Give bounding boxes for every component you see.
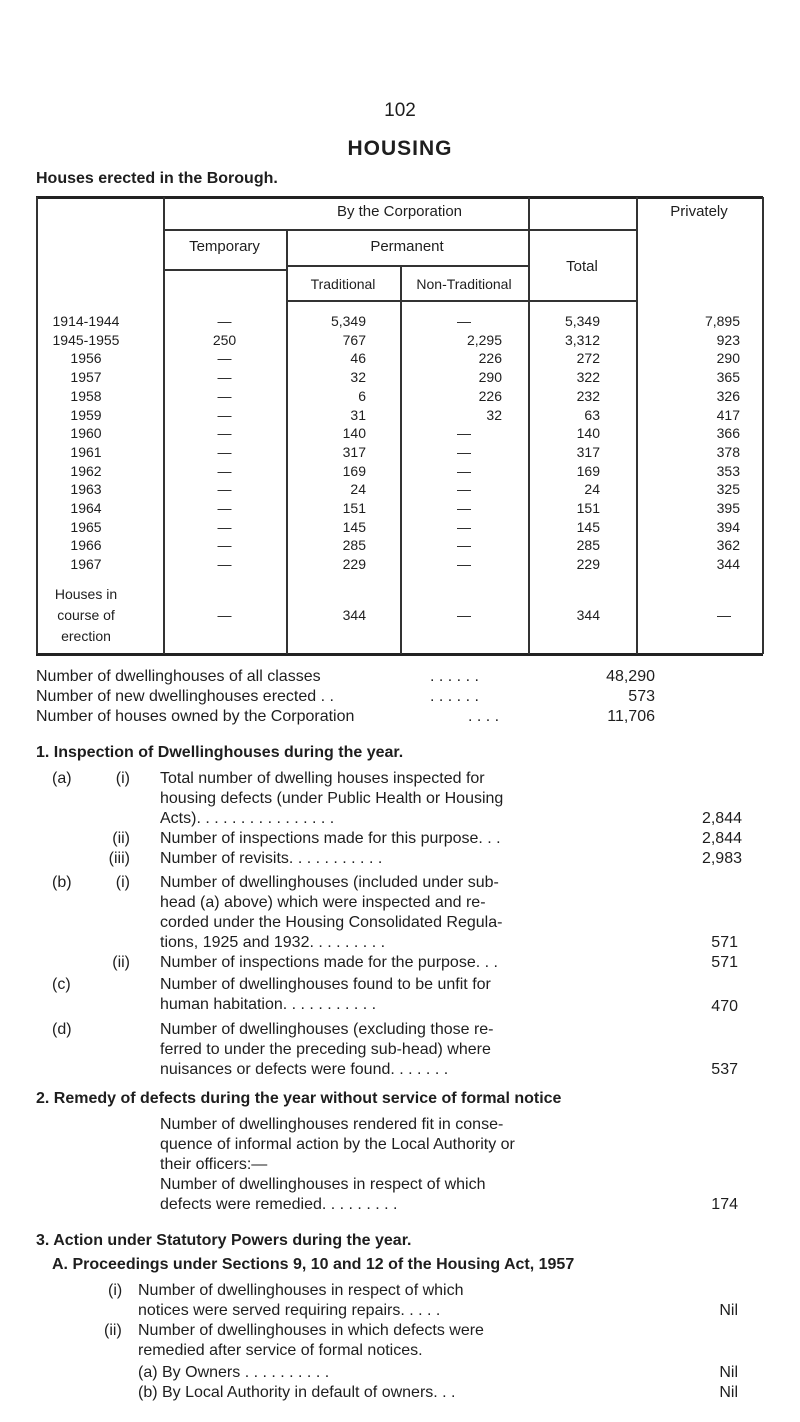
item-text: notices were served requiring repairs. . . . . <box>138 1302 441 1319</box>
item-text: Acts). . . . . . . . . . . . . . . . <box>160 810 335 827</box>
header-by-corporation: By the Corporation <box>336 203 463 220</box>
cell-privately: 344 <box>716 556 740 572</box>
cell-traditional: 317 <box>342 444 366 460</box>
cell-traditional: 229 <box>342 556 366 572</box>
cell-temporary: — <box>217 463 232 479</box>
cell-traditional: 46 <box>350 350 366 366</box>
cell-year: 1964 <box>70 500 102 516</box>
summary-label: Number of dwellinghouses of all classes <box>36 668 321 685</box>
cell-non-traditional: — <box>457 481 471 497</box>
cell-total: 24 <box>584 481 600 497</box>
summary-leader: . . . . <box>468 708 500 725</box>
item-label: (i) <box>115 874 130 891</box>
cell-non-traditional: — <box>457 463 471 479</box>
cell-privately: 366 <box>716 425 740 441</box>
cell-non-traditional: 32 <box>486 407 502 423</box>
cell-total: 285 <box>576 537 600 553</box>
cell-privately: 326 <box>716 388 740 404</box>
item-value: Nil <box>719 1302 738 1319</box>
cell-temporary: 250 <box>212 332 237 348</box>
section-heading: 2. Remedy of defects during the year without service of formal notice <box>36 1090 562 1107</box>
cell-year: 1960 <box>70 425 102 441</box>
cell-total: 5,349 <box>564 313 600 329</box>
item-label: (ii) <box>112 830 130 847</box>
item-text: corded under the Housing Consolidated Regula- <box>160 914 503 931</box>
cell-privately: 325 <box>716 481 740 497</box>
summary-value: 11,706 <box>607 708 655 725</box>
summary-value: 573 <box>628 688 655 705</box>
cell-traditional: 32 <box>350 369 366 385</box>
cell-traditional: 140 <box>342 425 366 441</box>
cell-total: 272 <box>576 350 600 366</box>
cell-year: 1956 <box>70 350 102 366</box>
cell-total: 317 <box>576 444 600 460</box>
row-label-line: Houses in <box>54 586 118 602</box>
cell-traditional: 5,349 <box>330 313 366 329</box>
page-title: HOUSING <box>347 137 453 160</box>
cell-privately: 362 <box>716 537 740 553</box>
cell-year: 1957 <box>70 369 102 385</box>
summary-label: Number of houses owned by the Corporation <box>36 708 355 725</box>
cell-year: 1963 <box>70 481 102 497</box>
cell-year: 1966 <box>70 537 102 553</box>
item-text: Number of inspections made for this purpose. . . <box>160 830 501 847</box>
cell-total: 63 <box>584 407 600 423</box>
cell-total: 145 <box>576 519 600 535</box>
item-text: Number of dwellinghouses (included under sub- <box>160 874 499 891</box>
item-text: quence of informal action by the Local Authority or <box>160 1136 515 1153</box>
cell-non-traditional: 226 <box>478 388 502 404</box>
item-value: 537 <box>711 1061 738 1078</box>
section-heading: 3. Action under Statutory Powers during the year. <box>36 1232 412 1249</box>
cell-privately: 365 <box>716 369 740 385</box>
summary-value: 48,290 <box>606 668 655 685</box>
section-heading: 1. Inspection of Dwellinghouses during the year. <box>36 744 404 761</box>
item-label: (ii) <box>104 1322 122 1339</box>
item-label: (d) <box>52 1021 72 1038</box>
cell-total: 3,312 <box>564 332 600 348</box>
cell-traditional: 767 <box>342 332 366 348</box>
cell-year: 1958 <box>70 388 102 404</box>
cell-temporary: — <box>217 388 232 404</box>
cell-non-traditional: 290 <box>478 369 502 385</box>
cell-temporary: — <box>217 369 232 385</box>
item-value: Nil <box>719 1364 738 1381</box>
item-value: 571 <box>711 954 738 971</box>
cell-temporary: — <box>217 607 232 623</box>
cell-total: 140 <box>576 425 600 441</box>
item-value: 174 <box>711 1196 738 1213</box>
cell-temporary: — <box>217 537 232 553</box>
cell-privately: 353 <box>716 463 740 479</box>
item-text: tions, 1925 and 1932. . . . . . . . . <box>160 934 386 951</box>
item-label: (a) <box>52 770 72 787</box>
cell-privately: 923 <box>716 332 740 348</box>
cell-traditional: 6 <box>358 388 366 404</box>
cell-temporary: — <box>217 556 232 572</box>
cell-year: 1965 <box>70 519 102 535</box>
header-permanent: Permanent <box>370 238 444 255</box>
item-value: Nil <box>719 1384 738 1401</box>
cell-temporary: — <box>217 500 232 516</box>
summary-leader: . . . . . . <box>430 688 479 705</box>
cell-temporary: — <box>217 519 232 535</box>
item-text: Number of dwellinghouses (excluding those re- <box>160 1021 494 1038</box>
row-label-line: erection <box>61 628 111 644</box>
cell-privately: 7,895 <box>704 313 740 329</box>
cell-temporary: — <box>217 407 232 423</box>
cell-total: 229 <box>576 556 600 572</box>
item-text: Number of dwellinghouses found to be unfit for <box>160 976 491 993</box>
cell-traditional: 344 <box>342 607 366 623</box>
item-text: Number of dwellinghouses in which defects were <box>138 1322 484 1339</box>
item-text: Number of dwellinghouses in respect of which <box>160 1176 486 1193</box>
item-text: ferred to under the preceding sub-head) where <box>160 1041 491 1058</box>
cell-non-traditional: — <box>457 425 471 441</box>
header-privately: Privately <box>670 203 728 220</box>
item-value: 2,983 <box>701 850 742 867</box>
cell-privately: 417 <box>716 407 740 423</box>
item-text: Number of revisits. . . . . . . . . . . <box>160 850 383 867</box>
table-rule <box>762 197 764 654</box>
item-text: (a) By Owners . . . . . . . . . . <box>138 1364 330 1381</box>
cell-traditional: 151 <box>342 500 366 516</box>
header-total: Total <box>566 258 598 275</box>
cell-non-traditional: 226 <box>478 350 502 366</box>
cell-privately: 395 <box>716 500 740 516</box>
header-temporary: Temporary <box>189 238 260 255</box>
item-text: their officers:— <box>160 1156 268 1173</box>
item-label: (i) <box>108 1282 123 1299</box>
cell-non-traditional: — <box>457 556 471 572</box>
page-number: 102 <box>384 100 416 121</box>
item-text: head (a) above) which were inspected and re- <box>160 894 486 911</box>
item-text: Number of dwellinghouses rendered fit in conse- <box>160 1116 504 1133</box>
item-text: housing defects (under Public Health or Housing <box>160 790 504 807</box>
cell-temporary: — <box>217 481 232 497</box>
cell-total: 344 <box>576 607 600 623</box>
cell-non-traditional: — <box>457 607 471 623</box>
cell-year: 1961 <box>70 444 102 460</box>
item-text: human habitation. . . . . . . . . . . <box>160 996 377 1013</box>
cell-privately: 290 <box>716 350 740 366</box>
cell-traditional: 24 <box>350 481 366 497</box>
item-label: (i) <box>115 770 130 787</box>
item-label: (iii) <box>108 850 130 867</box>
cell-non-traditional: — <box>457 500 471 516</box>
cell-temporary: — <box>217 425 232 441</box>
header-traditional: Traditional <box>310 276 376 292</box>
cell-year: 1945-1955 <box>52 332 120 348</box>
item-value: 2,844 <box>701 830 742 847</box>
summary-label: Number of new dwellinghouses erected . . <box>36 688 334 705</box>
cell-year: 1914-1944 <box>52 313 120 329</box>
table-top-border <box>36 196 763 199</box>
cell-non-traditional: — <box>457 537 471 553</box>
cell-privately: 378 <box>716 444 740 460</box>
item-text: nuisances or defects were found. . . . . . . <box>160 1061 449 1078</box>
item-text: Total number of dwelling houses inspected for <box>160 770 485 787</box>
cell-privately: — <box>717 607 731 623</box>
cell-year: 1959 <box>70 407 102 423</box>
cell-non-traditional: — <box>457 444 471 460</box>
item-label: (ii) <box>112 954 130 971</box>
item-text: Number of dwellinghouses in respect of which <box>138 1282 464 1299</box>
subsection-heading: A. Proceedings under Sections 9, 10 and 12 of the Housing Act, 1957 <box>52 1256 575 1273</box>
cell-total: 322 <box>576 369 600 385</box>
table-rule <box>286 265 528 267</box>
item-value: 2,844 <box>701 810 742 827</box>
header-non-traditional: Non-Traditional <box>416 276 512 292</box>
cell-traditional: 31 <box>350 407 366 423</box>
cell-privately: 394 <box>716 519 740 535</box>
item-label: (b) <box>52 874 72 891</box>
cell-traditional: 169 <box>342 463 366 479</box>
cell-year: 1962 <box>70 463 102 479</box>
cell-non-traditional: — <box>457 313 471 329</box>
cell-total: 151 <box>576 500 600 516</box>
cell-total: 169 <box>576 463 600 479</box>
cell-non-traditional: — <box>457 519 471 535</box>
cell-temporary: — <box>217 444 232 460</box>
cell-non-traditional: 2,295 <box>466 332 502 348</box>
table-rule <box>286 300 636 302</box>
cell-temporary: — <box>217 313 232 329</box>
item-label: (c) <box>52 976 71 993</box>
cell-year: 1967 <box>70 556 102 572</box>
item-text: Number of inspections made for the purpose. . . <box>160 954 498 971</box>
cell-traditional: 285 <box>342 537 366 553</box>
row-label-line: course of <box>57 607 115 623</box>
table-rule <box>163 269 286 271</box>
item-text: remedied after service of formal notices. <box>138 1342 423 1359</box>
table-rule <box>163 229 636 231</box>
summary-leader: . . . . . . <box>430 668 479 685</box>
item-text: (b) By Local Authority in default of owners. . . <box>138 1384 456 1401</box>
table-rule <box>286 229 288 654</box>
section-subtitle: Houses erected in the Borough. <box>36 170 278 187</box>
item-text: defects were remedied. . . . . . . . . <box>160 1196 398 1213</box>
cell-traditional: 145 <box>342 519 366 535</box>
cell-temporary: — <box>217 350 232 366</box>
cell-total: 232 <box>576 388 600 404</box>
item-value: 470 <box>711 998 738 1015</box>
item-value: 571 <box>711 934 738 951</box>
